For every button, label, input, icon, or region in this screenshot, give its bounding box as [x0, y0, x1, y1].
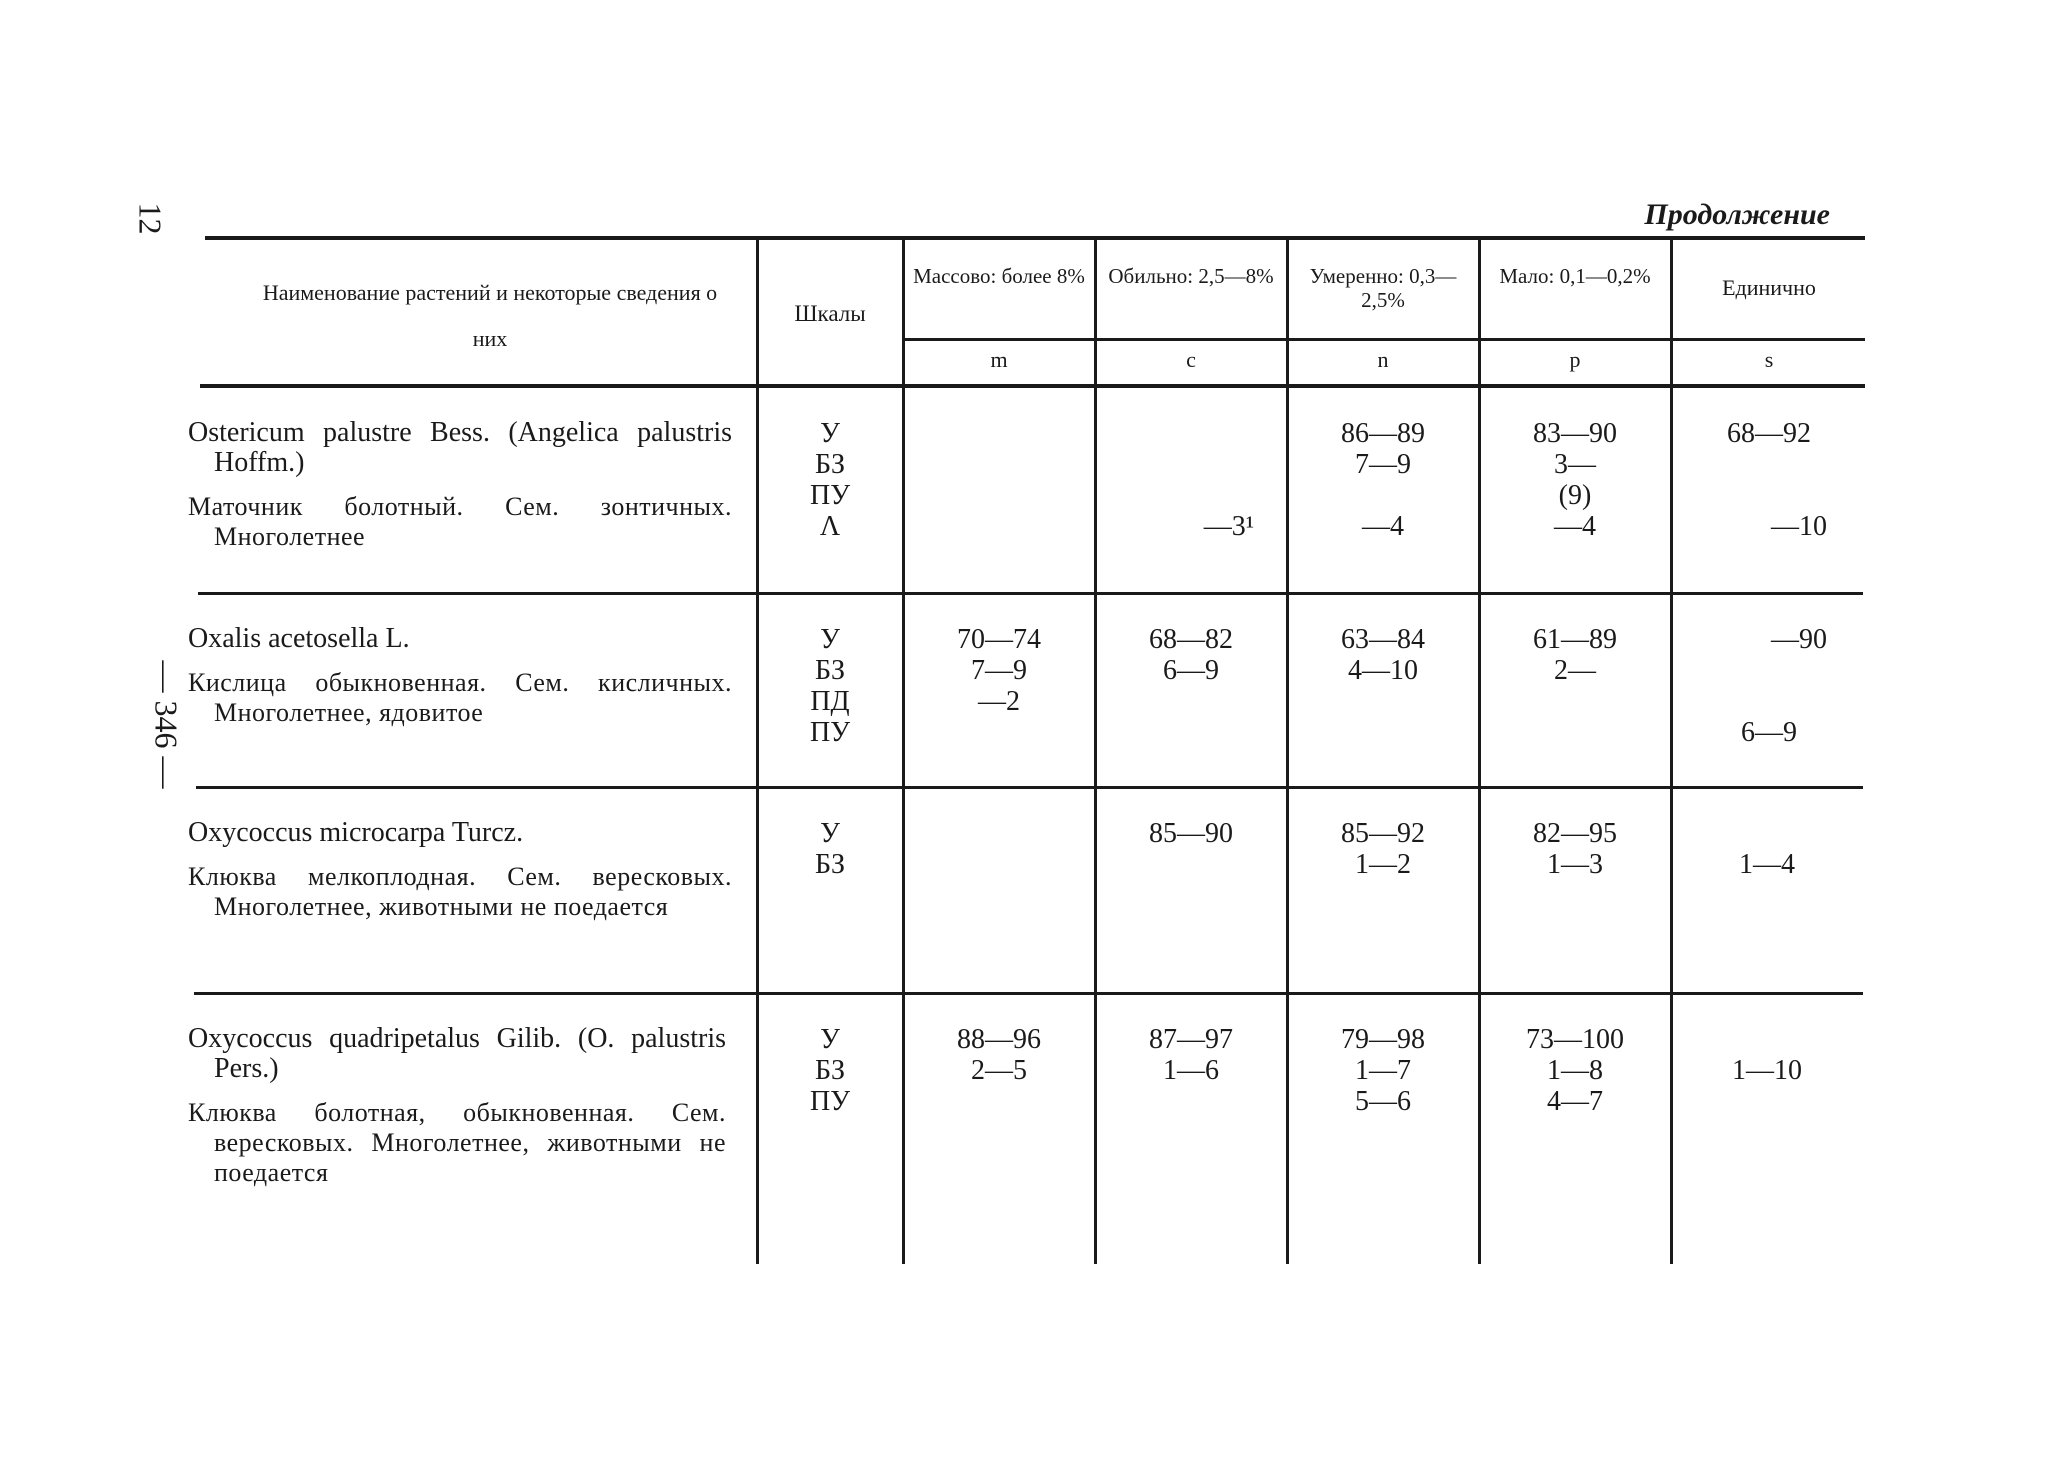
- cell-p: [1482, 418, 1668, 542]
- cell-value: —10: [1771, 511, 1827, 542]
- cell-value: [1674, 686, 1864, 717]
- continuation-label: Продолжение: [1644, 198, 1830, 231]
- scales-cell: [760, 818, 900, 880]
- header-name-col: Наименование растений и некоторые сведения о них: [262, 280, 718, 351]
- cell-value: 4—7: [1547, 1086, 1603, 1117]
- cell-value: 6—9: [1163, 655, 1219, 686]
- cell-value: [1674, 655, 1864, 686]
- top-rule: [205, 236, 1865, 240]
- latin-name: Ostericum palustre Bess. (Angelica palustris Hoffm.): [188, 417, 732, 478]
- code-s: s: [1764, 347, 1774, 372]
- cell-value: [1674, 480, 1864, 511]
- cell-value: 3—: [1554, 449, 1596, 480]
- cell-value: 85—92: [1341, 818, 1425, 849]
- cell-value: 1—7: [1355, 1055, 1411, 1086]
- col-divider-name: [756, 240, 759, 1264]
- cell-value: —4: [1362, 511, 1404, 542]
- row-divider-3: [194, 992, 1863, 995]
- cell-value: [1674, 818, 1860, 849]
- cell-value: 1—3: [1547, 849, 1603, 880]
- scales-cell: [760, 624, 900, 748]
- header-col-c: Обильно: 2,5—8%: [1108, 264, 1274, 288]
- cell-s: [1674, 818, 1860, 880]
- cell-value: 2—5: [971, 1055, 1027, 1086]
- cell-value: 73—100: [1526, 1024, 1624, 1055]
- cell-value: (9): [1558, 480, 1592, 511]
- cell-c: [1098, 624, 1284, 686]
- cell-value: [1674, 449, 1864, 480]
- cell-c: [1098, 818, 1284, 849]
- code-m: m: [990, 347, 1008, 372]
- cell-value: 85—90: [1149, 818, 1233, 849]
- code-n: n: [1377, 347, 1389, 372]
- cell-value: 88—96: [957, 1024, 1041, 1055]
- scale-item: ПУ: [809, 717, 851, 748]
- scale-item: ПУ: [809, 480, 851, 511]
- cell-value: —2: [978, 686, 1020, 717]
- cell-value: 1—2: [1355, 849, 1411, 880]
- cell-n: [1290, 818, 1476, 880]
- cell-value: 7—9: [971, 655, 1027, 686]
- scale-item: У: [820, 1024, 840, 1055]
- row-divider-2: [196, 786, 1863, 789]
- cell-n: [1290, 418, 1476, 542]
- plant-name-1: [188, 418, 732, 552]
- cell-value: 63—84: [1341, 624, 1425, 655]
- cell-p: [1482, 818, 1668, 880]
- scale-item: Λ: [819, 511, 841, 542]
- cell-s: [1674, 418, 1864, 542]
- cell-n: [1290, 624, 1476, 686]
- header-col-p: Мало: 0,1—0,2%: [1499, 264, 1651, 288]
- cell-value: 7—9: [1355, 449, 1411, 480]
- cell-value: —4: [1554, 511, 1596, 542]
- cell-value: —90: [1771, 624, 1827, 655]
- latin-name: Oxalis acetosella L.: [188, 623, 410, 654]
- cell-value: 68—92: [1727, 418, 1811, 449]
- russian-name: Кислица обыкновенная. Сем. кисличных. Многолетнее, ядовитое: [188, 668, 732, 727]
- scale-item: БЗ: [814, 849, 846, 880]
- plant-name-2: [188, 624, 732, 728]
- cell-value: 61—89: [1533, 624, 1617, 655]
- plant-name-3: [188, 818, 732, 922]
- header-sub-rule: [905, 338, 1865, 341]
- scale-item: БЗ: [814, 1055, 846, 1086]
- scale-item: У: [820, 418, 840, 449]
- scale-item: БЗ: [814, 655, 846, 686]
- cell-value: 82—95: [1533, 818, 1617, 849]
- cell-value: 83—90: [1533, 418, 1617, 449]
- scale-item: У: [820, 818, 840, 849]
- col-divider-c: [1286, 240, 1289, 1264]
- cell-value: 87—97: [1149, 1024, 1233, 1055]
- header-col-n: Умеренно: 0,3—2,5%: [1309, 264, 1457, 312]
- plant-name-4: [188, 1024, 726, 1188]
- russian-name: Клюква болотная, обыкновенная. Сем. вересковых. Многолетнее, животными не поедается: [188, 1098, 726, 1187]
- cell-value: [1674, 1024, 1860, 1055]
- cell-value: 1—10: [1732, 1055, 1802, 1086]
- col-divider-m: [1094, 240, 1097, 1264]
- scale-item: БЗ: [814, 449, 846, 480]
- code-c: c: [1186, 347, 1196, 372]
- cell-p: [1482, 624, 1668, 686]
- cell-value: 5—6: [1355, 1086, 1411, 1117]
- cell-s: [1674, 1024, 1860, 1086]
- cell-value: [1290, 480, 1476, 511]
- cell-value: 1—8: [1547, 1055, 1603, 1086]
- book-page-number: — 346 —: [148, 660, 185, 789]
- header-col-s: Единично: [1722, 275, 1816, 300]
- russian-name: Маточник болотный. Сем. зонтичных. Многолетнее: [188, 492, 732, 551]
- cell-value: 1—4: [1739, 849, 1795, 880]
- col-divider-n: [1478, 240, 1481, 1264]
- row-divider-1: [198, 592, 1863, 595]
- header-bottom-rule: [200, 384, 1865, 388]
- scales-cell: [760, 418, 900, 542]
- scale-item: ПД: [810, 686, 850, 717]
- latin-name: Oxycoccus microcarpa Turcz.: [188, 817, 524, 848]
- col-divider-p: [1670, 240, 1673, 1264]
- page-number: 12: [132, 202, 169, 235]
- scale-item: У: [820, 624, 840, 655]
- cell-value: 2—: [1554, 655, 1596, 686]
- cell-value: —3¹: [1203, 511, 1255, 542]
- russian-name: Клюква мелкоплодная. Сем. вересковых. Многолетнее, животными не поедается: [188, 862, 732, 921]
- cell-c: [1098, 1024, 1284, 1086]
- cell-value: 6—9: [1741, 717, 1797, 748]
- latin-name: Oxycoccus quadripetalus Gilib. (O. palustris Pers.): [188, 1023, 726, 1084]
- cell-value: 79—98: [1341, 1024, 1425, 1055]
- cell-value: 1—6: [1163, 1055, 1219, 1086]
- cell-value: 86—89: [1341, 418, 1425, 449]
- cell-value: 4—10: [1348, 655, 1418, 686]
- cell-m: [906, 1024, 1092, 1086]
- cell-m: [906, 624, 1092, 717]
- code-p: p: [1569, 347, 1581, 372]
- header-col-m: Массово: более 8%: [913, 264, 1085, 288]
- cell-value: 68—82: [1149, 624, 1233, 655]
- cell-p: [1482, 1024, 1668, 1117]
- cell-value: 70—74: [957, 624, 1041, 655]
- header-scales-col: Шкалы: [794, 301, 866, 326]
- scale-item: ПУ: [809, 1086, 851, 1117]
- cell-s: [1674, 624, 1864, 748]
- cell-n: [1290, 1024, 1476, 1117]
- scales-cell: [760, 1024, 900, 1117]
- col-divider-scales: [902, 240, 905, 1264]
